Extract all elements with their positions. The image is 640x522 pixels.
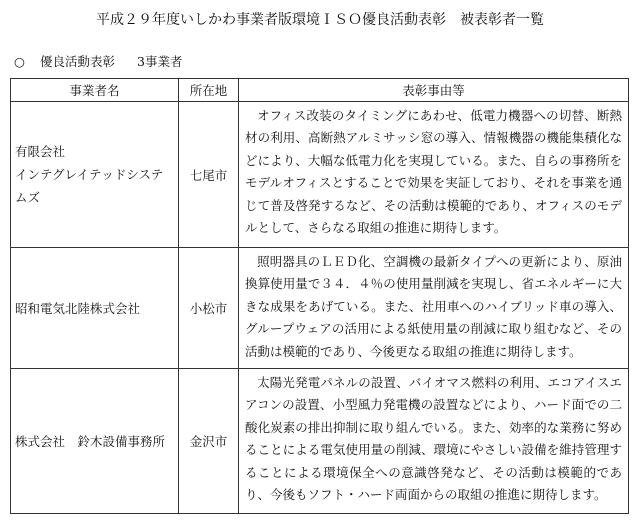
header-location: 所在地 bbox=[179, 79, 239, 102]
circle-bullet-icon: ○ bbox=[14, 54, 25, 69]
reason-cell bbox=[239, 248, 629, 369]
section-heading bbox=[14, 52, 182, 70]
reason-text: 太陽光発電パネルの設置、バイオマス燃料の利用、エコアイスエアコンの設置、小型風力発電機の設置などにより、ハード面での二酸化炭素の排出抑制に取り組んでいる。また、効率的な業務に努めることによる電気使用量の削減、環境にやさしい設備を維持管理することによる環境保全への意識啓発など、その活動は模範的であり、今後もソフト・ハード両面からの取組の推進に期待します。 bbox=[245, 375, 622, 503]
company-name-cell bbox=[11, 369, 179, 514]
location-cell: 小松市 bbox=[179, 248, 239, 369]
company-name-cell bbox=[11, 102, 179, 248]
company-name-line: インテグレイテッドシステムズ bbox=[15, 167, 164, 205]
table-row bbox=[11, 102, 629, 248]
reason-cell bbox=[239, 369, 629, 514]
company-name-line: 有限会社 bbox=[15, 144, 66, 159]
company-name-line: 株式会社 鈴木設備事務所 bbox=[15, 433, 166, 449]
reason-text: オフィス改装のタイミングにあわせ、低電力機器への切替、断熱材の利用、高断熱アルミサッシ窓の導入、情報機器の機能集積化などにより、大幅な低電力化を実現している。また、自らの事務所をモデルオフィスとすることで効果を実証しており、それを事業を通じて普及啓発するなど、その活動は模範的であり、オフィスのモデルとして、さらなる取組の推進に期待します。 bbox=[245, 108, 622, 236]
header-company-name: 事業者名 bbox=[11, 79, 179, 102]
table-header-row bbox=[11, 79, 629, 102]
section-label: 優良活動表彰 bbox=[40, 54, 116, 69]
location-cell: 七尾市 bbox=[179, 102, 239, 248]
table-row bbox=[11, 248, 629, 369]
page-title: 平成２９年度いしかわ事業者版環境ＩＳＯ優良活動表彰 被表彰者一覧 bbox=[96, 12, 544, 28]
awardee-table bbox=[10, 78, 629, 514]
awardee-count: 3事業者 bbox=[137, 54, 183, 69]
location-cell: 金沢市 bbox=[179, 369, 239, 514]
company-name-cell bbox=[11, 248, 179, 369]
reason-text: 照明器具のＬＥＤ化、空調機の最新タイプへの更新により、原油換算使用量で３４．４％の使用量削減を実現し、省エネルギーに大きな成果をあげている。また、社用車へのハイブリッド車の導入、グループウェアの活用による紙使用量の削減に取り組むなど、その活動は模範的であり、今後更なる取組の推進に期待します。 bbox=[245, 254, 622, 359]
reason-cell bbox=[239, 102, 629, 248]
header-reason: 表彰事由等 bbox=[239, 79, 629, 102]
company-name-line: 昭和電気北陸株式会社 bbox=[15, 300, 141, 316]
table-row bbox=[11, 369, 629, 514]
